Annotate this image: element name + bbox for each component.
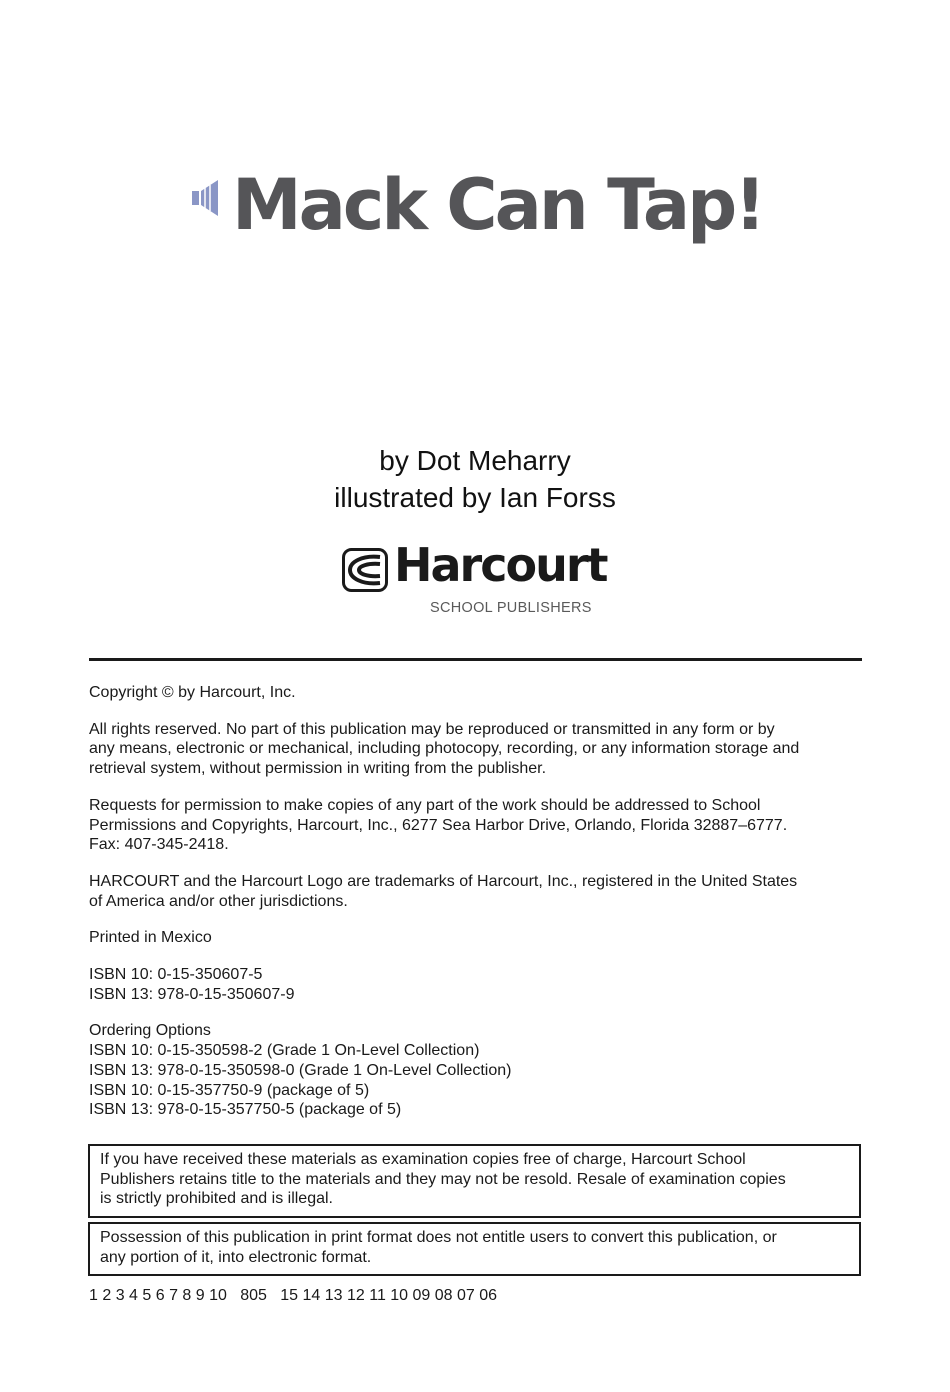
ordering-options — [89, 1021, 864, 1120]
harcourt-logo-mark-icon — [342, 548, 388, 592]
logo-subtitle: SCHOOL PUBLISHERS — [430, 600, 592, 616]
ordering-title: Ordering Options — [89, 1022, 211, 1040]
isbn-line: ISBN 13: 978-0-15-350607-9 — [89, 985, 295, 1003]
trademark-line: HARCOURT and the Harcourt Logo are trademarks of Harcourt, Inc., registered in the United States — [89, 872, 798, 890]
copyright-block — [89, 683, 864, 1120]
notice-line: any portion of it, into electronic format. — [100, 1248, 372, 1266]
rights-paragraph — [89, 720, 864, 779]
rights-line: any means, electronic or mechanical, including photocopy, recording, or any information storage and — [89, 740, 800, 758]
notice-line: is strictly prohibited and is illegal. — [100, 1190, 333, 1208]
illustrator-line: illustrated by Ian Forss — [334, 482, 616, 513]
rights-line: retrieval system, without permission in writing from the publisher. — [89, 760, 547, 778]
divider-rule — [89, 658, 862, 661]
ordering-line: ISBN 10: 0-15-357750-9 (package of 5) — [89, 1081, 370, 1099]
copyright-line: Copyright © by Harcourt, Inc. — [89, 684, 296, 701]
isbn-line: ISBN 10: 0-15-350607-5 — [89, 966, 263, 984]
ordering-line: ISBN 13: 978-0-15-350598-0 (Grade 1 On-Level Collection) — [89, 1061, 512, 1079]
print-line: 1 2 3 4 5 6 7 8 9 10 805 15 14 13 12 11 10 09 08 07 06 — [89, 1287, 498, 1304]
notice-line: If you have received these materials as examination copies free of charge, Harcourt School — [100, 1151, 746, 1168]
requests-paragraph — [89, 796, 864, 855]
rights-line: All rights reserved. No part of this publication may be reproduced or transmitted in any form or by — [89, 720, 775, 738]
requests-line: Fax: 407-345-2418. — [89, 836, 229, 854]
credits — [0, 442, 950, 516]
notice-line: Publishers retains title to the materials and they may not be resold. Resale of examination copies — [100, 1170, 786, 1188]
book-title: Mack Can Tap! — [232, 164, 764, 246]
trademark-line: of America and/or other jurisdictions. — [89, 892, 348, 910]
requests-line: Requests for permission to make copies of any part of the work should be addressed to School — [89, 796, 761, 814]
ordering-line: ISBN 13: 978-0-15-357750-5 (package of 5) — [89, 1101, 402, 1119]
exam-copy-notice — [88, 1144, 861, 1218]
requests-line: Permissions and Copyrights, Harcourt, Inc., 6277 Sea Harbor Drive, Orlando, Florida 32887–6777. — [89, 816, 788, 834]
trademark-paragraph — [89, 872, 864, 911]
notice-line: Possession of this publication in print format does not entitle users to convert this publication, or — [100, 1229, 777, 1246]
ordering-line: ISBN 10: 0-15-350598-2 (Grade 1 On-Level Collection) — [89, 1042, 480, 1060]
printed-line: Printed in Mexico — [89, 929, 212, 947]
isbn-block — [89, 965, 864, 1004]
publisher-logo — [342, 538, 607, 620]
speaker-icon[interactable] — [192, 180, 222, 216]
logo-wordmark: Harcourt — [394, 538, 607, 592]
electronic-format-notice — [88, 1222, 861, 1276]
title-row — [192, 164, 764, 246]
author-line: by Dot Meharry — [379, 445, 571, 476]
